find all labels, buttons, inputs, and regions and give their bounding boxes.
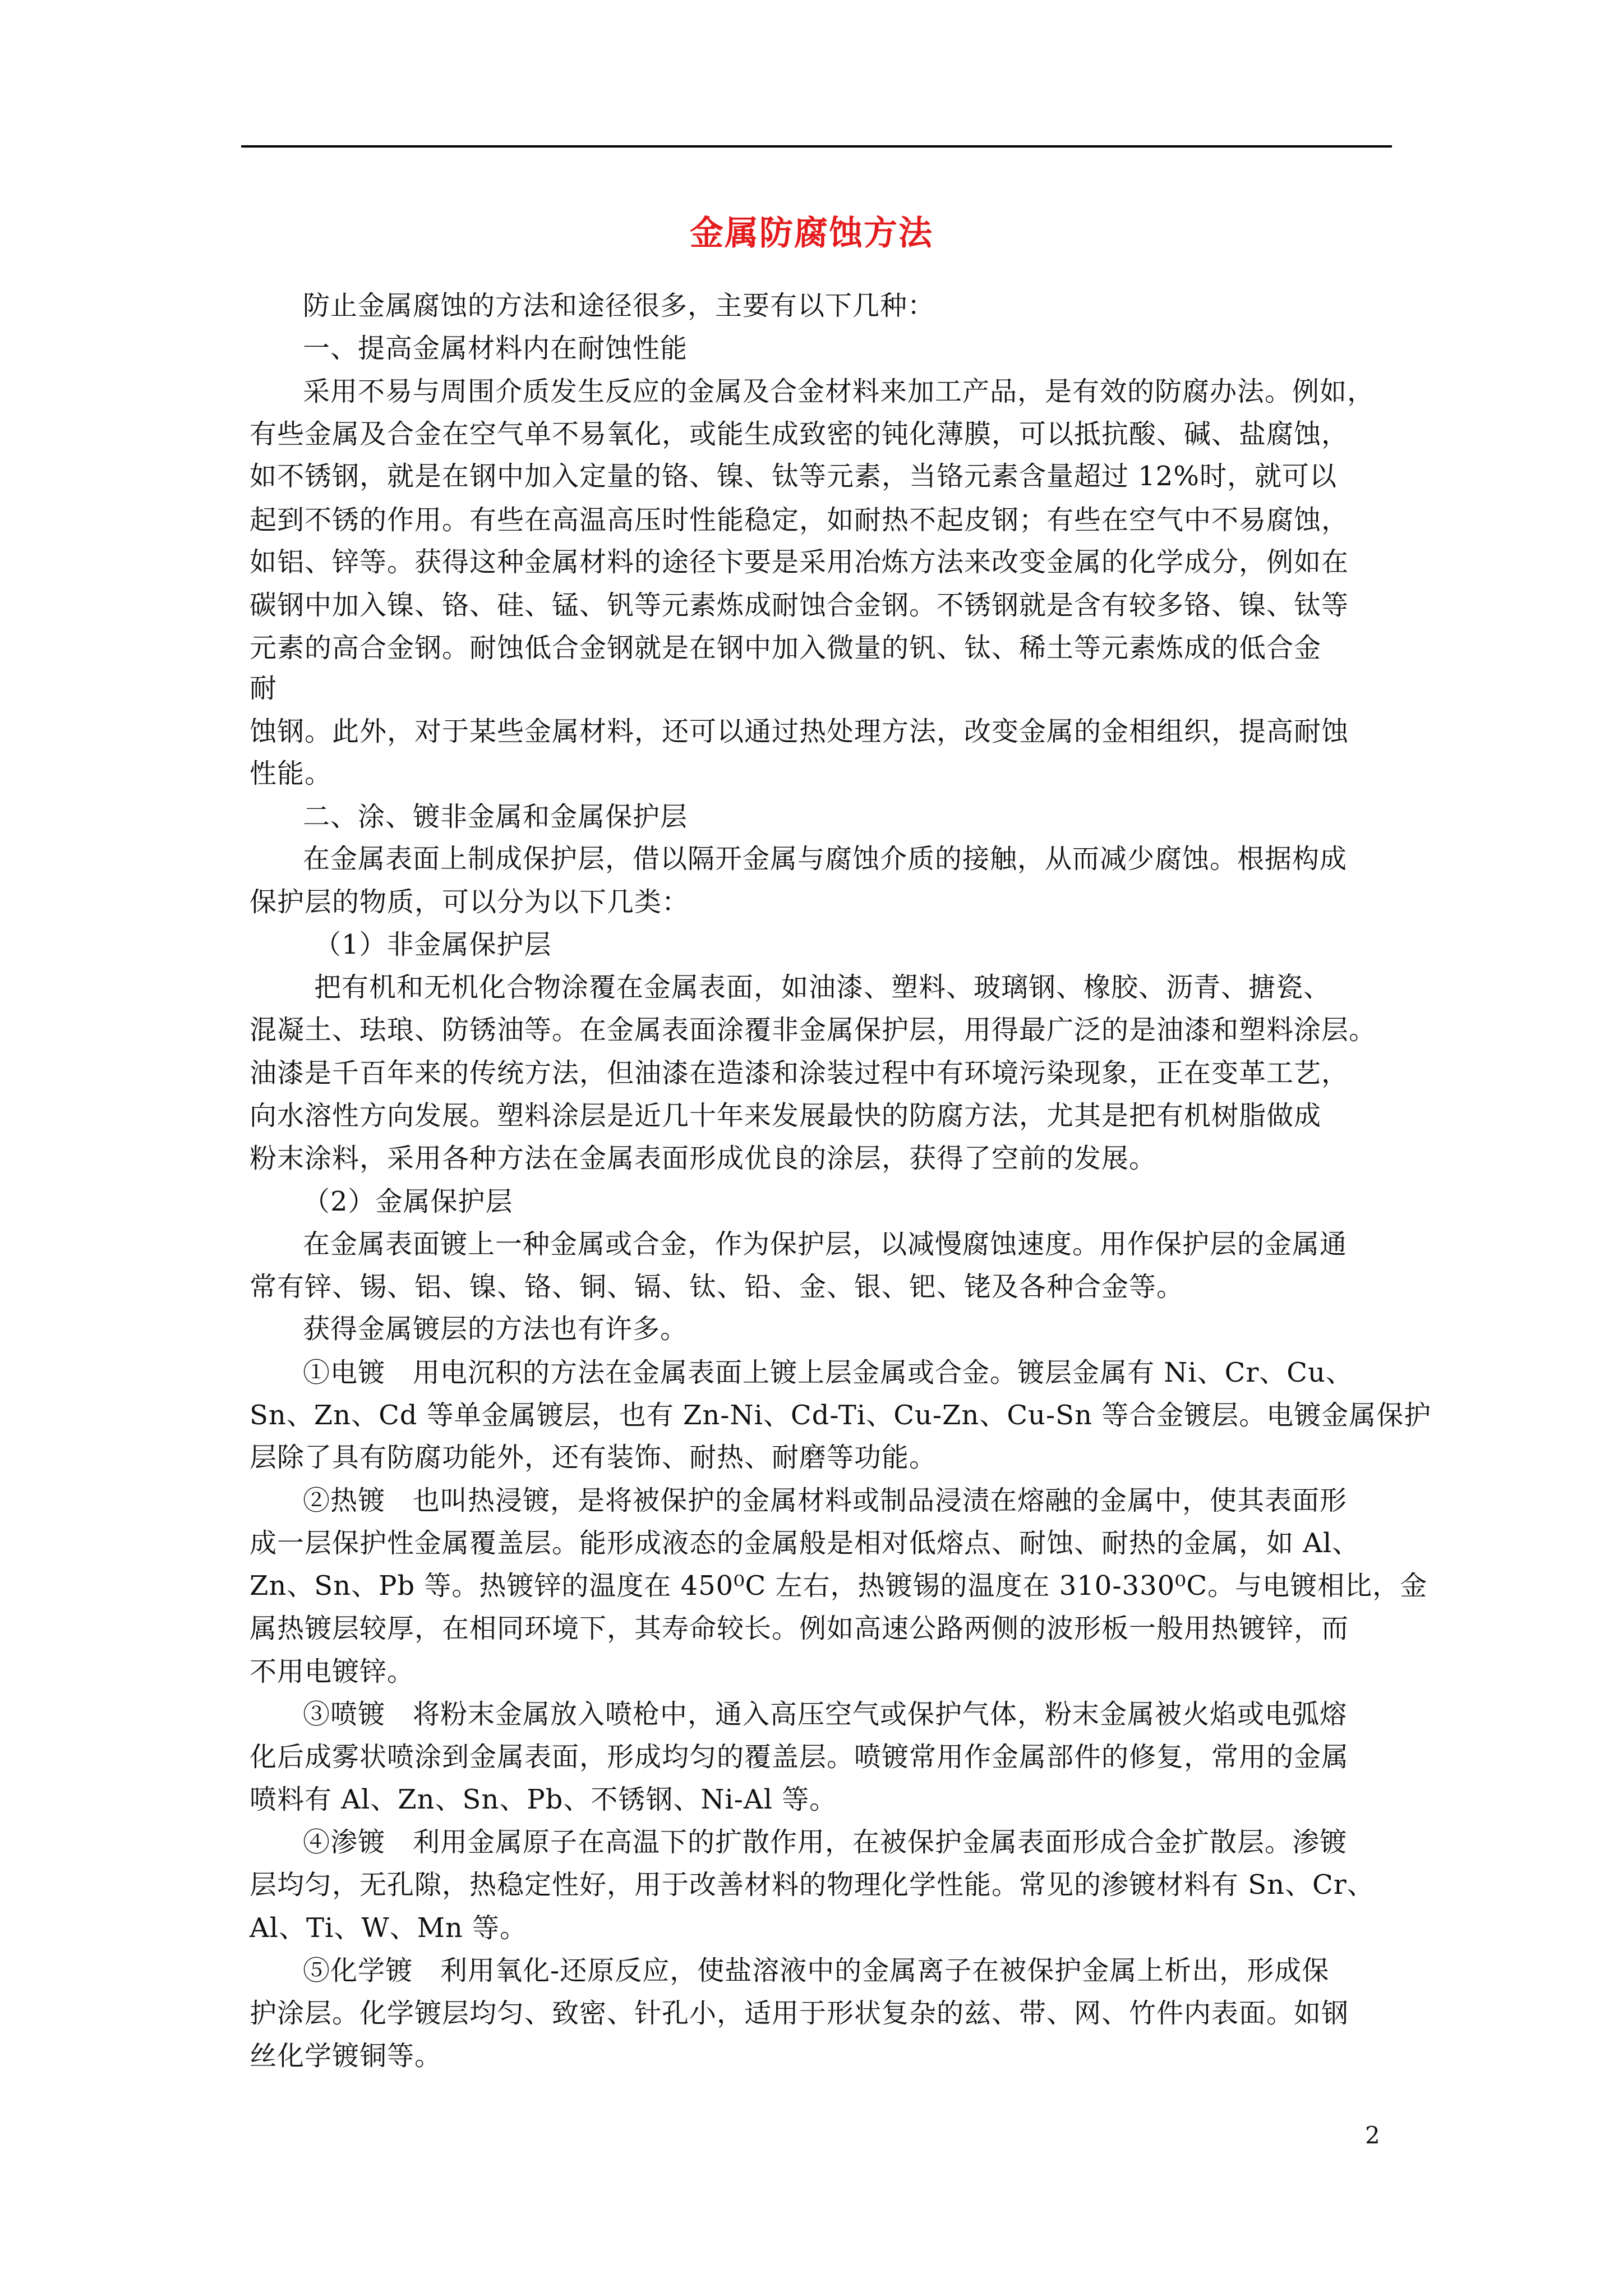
text-line: 成一层保护性金属覆盖层。能形成液态的金属般是相对低熔点、耐蚀、耐热的金属，如 Al、 <box>250 1527 1360 1559</box>
section-heading: 一、提高金属材料内在耐蚀性能 <box>303 333 688 364</box>
subsection-heading: （2）金属保护层 <box>303 1186 513 1217</box>
text-line: 碳钢中加入镍、铬、硅、锰、钒等元素炼成耐蚀合金钢。不锈钢就是含有较多铬、镍、钛等 <box>250 590 1349 621</box>
text-line: 常有锌、锡、铝、镍、铬、铜、镉、钛、铅、金、银、钯、铑及各种合金等。 <box>250 1271 1184 1303</box>
text-line: 采用不易与周围介质发生反应的金属及合金材料来加工产品，是有效的防腐办法。例如， <box>303 376 1375 407</box>
text-line: 层均匀，无孔隙，热稳定性好，用于改善材料的物理化学性能。常见的渗镀材料有 Sn、Cr、 <box>250 1869 1375 1901</box>
text-line: 在金属表面镀上一种金属或合金，作为保护层，以减慢腐蚀速度。用作保护层的金属通 <box>303 1228 1348 1260</box>
text-line: 起到不锈的作用。有些在高温高压时性能稳定，如耐热不起皮钢；有些在空气中不易腐蚀， <box>250 504 1349 536</box>
header-rule <box>241 145 1392 148</box>
text-line: Al、Ti、W、Mn 等。 <box>250 1912 528 1944</box>
text-line: 耐 <box>250 673 278 704</box>
text-line: 属热镀层较厚，在相同环境下，其寿命较长。例如高速公路两侧的波形板一般用热镀锌，而 <box>250 1613 1349 1644</box>
text-line: 元素的高合金钢。耐蚀低合金钢就是在钢中加入微量的钒、钛、稀土等元素炼成的低合金 <box>250 632 1322 664</box>
text-line: 性能。 <box>250 758 333 789</box>
text-line: 蚀钢。此外，对于某些金属材料，还可以通过热处理方法，改变金属的金相组织，提高耐蚀 <box>250 716 1349 747</box>
text-line: 喷料有 Al、Zn、Sn、Pb、不锈钢、Ni-Al 等。 <box>250 1784 837 1815</box>
text-line: Sn、Zn、Cd 等单金属镀层，也有 Zn-Ni、Cd-Ti、Cu-Zn、Cu-Sn 等合金镀层。电镀金属保护 <box>250 1400 1432 1431</box>
text-line: 混凝土、珐琅、防锈油等。在金属表面涂覆非金属保护层，用得最广泛的是油漆和塑料涂层。 <box>250 1014 1377 1046</box>
text-line: 油漆是千百年来的传统方法，但油漆在造漆和涂装过程中有环境污染现象，正在变革工艺， <box>250 1057 1349 1089</box>
text-line: 向水溶性方向发展。塑料涂层是近几十年来发展最快的防腐方法，尤其是把有机树脂做成 <box>250 1100 1322 1131</box>
text-line: 有些金属及合金在空气单不易氧化，或能生成致密的钝化薄膜，可以抵抗酸、碱、盐腐蚀， <box>250 418 1349 450</box>
text-line: 不用电镀锌。 <box>250 1656 415 1687</box>
text-line: 如不锈钢，就是在钢中加入定量的铬、镍、钛等元素，当铬元素含量超过 12%时，就可以 <box>250 461 1337 492</box>
text-line: 在金属表面上制成保护层，借以隔开金属与腐蚀介质的接触，从而减少腐蚀。根据构成 <box>303 843 1348 875</box>
text-line: 丝化学镀铜等。 <box>250 2040 442 2072</box>
text-line: Zn、Sn、Pb 等。热镀锌的温度在 450⁰C 左右，热镀锡的温度在 310-330⁰C。与电镀相比，金 <box>250 1570 1428 1602</box>
page-number: 2 <box>1365 2122 1380 2149</box>
text-line: 粉末涂料，采用各种方法在金属表面形成优良的涂层，获得了空前的发展。 <box>250 1143 1157 1174</box>
text-line: ②热镀 也叫热浸镀，是将被保护的金属材料或制品浸渍在熔融的金属中，使其表面形 <box>303 1485 1348 1516</box>
text-line: ①电镀 用电沉积的方法在金属表面上镀上层金属或合金。镀层金属有 Ni、Cr、Cu、 <box>303 1357 1353 1388</box>
text-line: 把有机和无机化合物涂覆在金属表面，如油漆、塑料、玻璃钢、橡胶、沥青、搪瓷、 <box>314 972 1331 1003</box>
text-line: ④渗镀 利用金属原子在高温下的扩散作用，在被保护金属表面形成合金扩散层。渗镀 <box>303 1826 1348 1858</box>
subsection-heading: （1）非金属保护层 <box>314 929 552 960</box>
text-line: 化后成雾状喷涂到金属表面，形成均匀的覆盖层。喷镀常用作金属部件的修复，常用的金属 <box>250 1741 1349 1773</box>
text-line: 防止金属腐蚀的方法和途径很多，主要有以下几种： <box>303 290 935 321</box>
text-line: ⑤化学镀 利用氧化-还原反应，使盐溶液中的金属离子在被保护金属上析出，形成保 <box>303 1955 1330 1986</box>
document-title: 金属防腐蚀方法 <box>690 214 933 253</box>
section-heading: 二、涂、镀非金属和金属保护层 <box>303 801 688 832</box>
text-line: 层除了具有防腐功能外，还有装饰、耐热、耐磨等功能。 <box>250 1442 937 1473</box>
text-line: ③喷镀 将粉末金属放入喷枪中，通入高压空气或保护气体，粉末金属被火焰或电弧熔 <box>303 1699 1348 1730</box>
text-line: 获得金属镀层的方法也有许多。 <box>303 1313 688 1345</box>
text-line: 保护层的物质，可以分为以下几类： <box>250 886 690 918</box>
text-line: 护涂层。化学镀层均匀、致密、针孔小，适用于形状复杂的兹、带、网、竹件内表面。如钢 <box>250 1998 1349 2029</box>
text-line: 如铝、锌等。获得这种金属材料的途径卞要是采用冶炼方法来改变金属的化学成分，例如在 <box>250 546 1349 578</box>
